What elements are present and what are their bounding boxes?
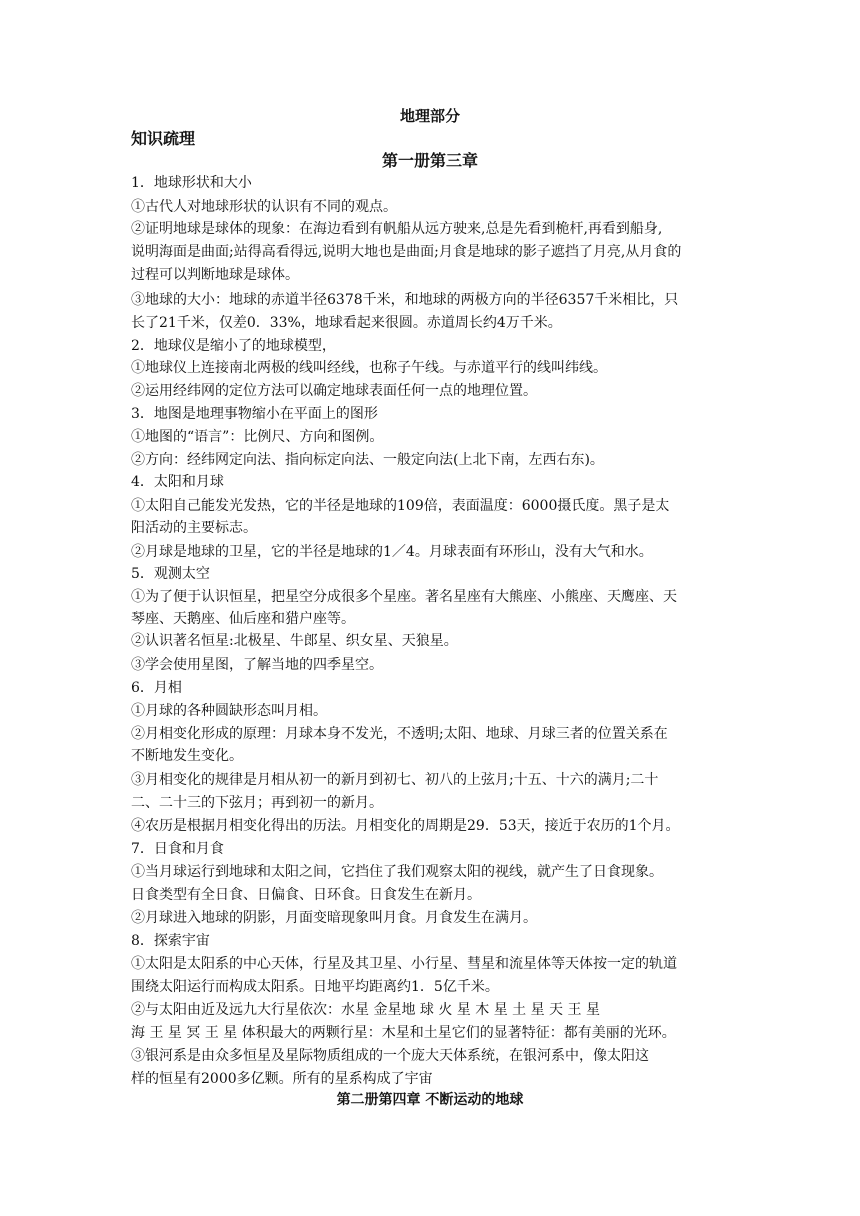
- text-line: ①太阳自己能发光发热，它的半径是地球的109倍，表面温度：6000摄氏度。黑子是太: [131, 498, 670, 514]
- text-line: ②运用经纬网的定位方法可以确定地球表面任何一点的地理位置。: [131, 383, 537, 399]
- text-line: 阳活动的主要标志。: [131, 520, 257, 536]
- heading-universe: 8．探索宇宙: [131, 933, 210, 949]
- text-line: 长了21千米，仅差0．33%，地球看起来很圆。赤道周长约4万千米。: [131, 315, 562, 331]
- text-line: ②证明地球是球体的现象：在海边看到有帆船从远方驶来,总是先看到桅杆,再看到船身,: [131, 221, 663, 237]
- text-line: 不断地发生变化。: [131, 748, 243, 764]
- text-line: ②月球进入地球的阴影，月面变暗现象叫月食。月食发生在满月。: [131, 910, 537, 926]
- text-line: 说明海面是曲面;站得高看得远,说明大地也是曲面;月食是地球的影子遮挡了月亮,从月食的: [131, 244, 682, 260]
- text-line: 二、二十三的下弦月；再到初一的新月。: [131, 795, 383, 811]
- text-line: 围绕太阳运行而构成太阳系。日地平均距离约1．5亿千米。: [131, 979, 499, 995]
- document-title: 地理部分: [399, 107, 460, 125]
- text-line: ②认识著名恒星:北极星、牛郎星、织女星、天狼星。: [131, 633, 458, 649]
- text-line: ②月球是地球的卫星，它的半径是地球的1／4。月球表面有环形山，没有大气和水。: [131, 544, 653, 560]
- heading-sun-moon: 4．太阳和月球: [131, 474, 224, 490]
- heading-observe-space: 5．观测太空: [131, 566, 210, 582]
- section-label: 知识疏理: [131, 129, 196, 148]
- text-line: ③学会使用星图，了解当地的四季星空。: [131, 657, 383, 673]
- text-line: ②月相变化形成的原理：月球本身不发光，不透明;太阳、地球、月球三者的位置关系在: [131, 726, 668, 742]
- text-line: 过程可以判断地球是球体。: [131, 267, 299, 283]
- heading-map: 3．地图是地理事物缩小在平面上的图形: [131, 406, 378, 422]
- text-line: ④农历是根据月相变化得出的历法。月相变化的周期是29．53天，接近于农历的1个月。: [131, 818, 680, 834]
- text-line: ③地球的大小：地球的赤道半径6378千米，和地球的两极方向的半径6357千米相比，只: [131, 292, 679, 308]
- heading-shape-size: 1．地球形状和大小: [131, 175, 252, 191]
- heading-moon-phase: 6．月相: [131, 680, 182, 696]
- text-line: ①太阳是太阳系的中心天体，行星及其卫星、小行星、彗星和流星体等天体按一定的轨道: [131, 956, 677, 972]
- text-line: 日食类型有全日食、日偏食、日环食。日食发生在新月。: [131, 887, 481, 903]
- heading-eclipse: 7．日食和月食: [131, 841, 224, 857]
- chapter-heading-2: 第二册第四章 不断运动的地球: [336, 1092, 524, 1108]
- text-line: ①当月球运行到地球和太阳之间，它挡住了我们观察太阳的视线，就产生了日食现象。: [131, 864, 663, 880]
- text-line: ②方向：经纬网定向法、指向标定向法、一般定向法(上北下南，左西右东)。: [131, 452, 604, 468]
- text-line: ③月相变化的规律是月相从初一的新月到初七、初八的上弦月;十五、十六的满月;二十: [131, 772, 659, 788]
- chapter-heading-1: 第一册第三章: [381, 151, 478, 170]
- text-line: ①月球的各种圆缺形态叫月相。: [131, 703, 327, 719]
- text-line: ③银河系是由众多恒星及星际物质组成的一个庞大天体系统，在银河系中，像太阳这: [131, 1048, 649, 1064]
- text-line: 样的恒星有2000多亿颗。所有的星系构成了宇宙: [131, 1071, 433, 1087]
- text-line: ①地图的“语言”：比例尺、方向和图例。: [131, 429, 384, 445]
- heading-globe: 2．地球仪是缩小了的地球模型，: [131, 338, 336, 354]
- text-line: ①古代人对地球形状的认识有不同的观点。: [131, 199, 397, 215]
- text-line: 琴座、天鹅座、仙后座和猎户座等。: [131, 611, 355, 627]
- text-line: ②与太阳由近及远九大行星依次：水星 金星地 球 火 星 木 星 土 星 天 王 星: [131, 1002, 600, 1018]
- text-line: ①地球仪上连接南北两极的线叫经线，也称子午线。与赤道平行的线叫纬线。: [131, 360, 607, 376]
- text-line: 海 王 星 冥 王 星 体积最大的两颗行星：木星和土星它们的显著特征：都有美丽的光环。: [131, 1025, 676, 1041]
- text-line: ①为了便于认识恒星，把星空分成很多个星座。著名星座有大熊座、小熊座、天鹰座、天: [131, 589, 677, 605]
